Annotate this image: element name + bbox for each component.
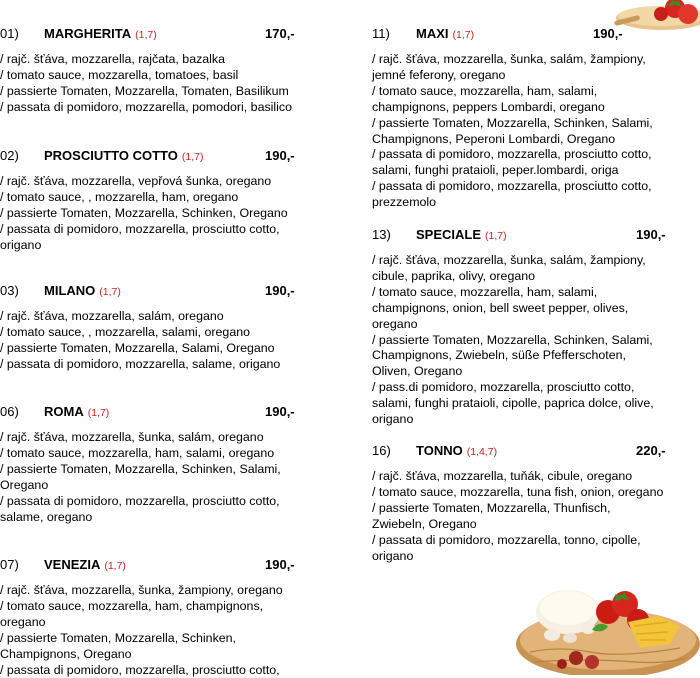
item-name bbox=[416, 24, 474, 45]
description-line: / passierte Tomaten, Mozzarella, Schinken, Oregano bbox=[0, 205, 288, 220]
description-line: / tomato sauce, mozzarella, tomatoes, basil bbox=[0, 67, 239, 82]
description-line: / passierte Tomaten, Mozzarella, Thunfisch, bbox=[372, 500, 611, 515]
menu-item-header bbox=[0, 281, 345, 301]
item-price: 190,- bbox=[265, 283, 295, 298]
description-line: / tomato sauce, mozzarella, ham, champignons, bbox=[0, 598, 264, 613]
description-line: oregano bbox=[372, 316, 418, 331]
description-line: / passata di pomidoro, mozzarella, prosciutto cotto, bbox=[372, 179, 652, 194]
description-line: / passata di pomidoro, mozzarella, prosciutto cotto, bbox=[0, 662, 280, 677]
item-description bbox=[372, 253, 700, 428]
description-line: Champignons, Oregano bbox=[0, 646, 132, 661]
item-name bbox=[44, 24, 157, 45]
menu-item-header bbox=[372, 441, 700, 461]
item-price: 220,- bbox=[636, 443, 666, 458]
description-line: cibule, paprika, olivy, oregano bbox=[372, 268, 536, 283]
description-line: / passata di pomidoro, mozzarella, tonno, cipolle, bbox=[372, 532, 641, 547]
item-number: 01) bbox=[0, 26, 19, 41]
description-line: origano bbox=[372, 412, 414, 427]
description-line: / passierte Tomaten, Mozzarella, Tomaten, Basilikum bbox=[0, 83, 289, 98]
description-line: origano bbox=[0, 237, 42, 252]
item-price: 190,- bbox=[265, 557, 295, 572]
item-number: 06) bbox=[0, 404, 19, 419]
item-number: 13) bbox=[372, 227, 391, 242]
menu-item-header bbox=[372, 225, 700, 245]
item-name-text: MILANO bbox=[44, 283, 96, 298]
item-name bbox=[44, 146, 203, 167]
description-line: / passierte Tomaten, Mozzarella, Schinken, Salami, bbox=[372, 115, 653, 130]
item-description bbox=[0, 309, 345, 373]
allergen-codes: (1,7) bbox=[135, 29, 157, 41]
item-name-text: ROMA bbox=[44, 404, 84, 419]
allergen-codes: (1,7) bbox=[87, 407, 110, 419]
item-name-text: MAXI bbox=[416, 26, 449, 41]
item-name-text: TONNO bbox=[416, 443, 463, 458]
menu-item-prosciutto-cotto bbox=[0, 146, 345, 254]
menu-item-header bbox=[0, 24, 345, 44]
menu-item-speciale bbox=[372, 225, 700, 428]
description-line: salami, funghi prataioli, peper.lombardi, origa bbox=[372, 163, 619, 178]
item-number: 03) bbox=[0, 283, 19, 298]
description-line: / rajč. šťáva, mozzarella, vepřová šunka, oregano bbox=[0, 174, 272, 188]
item-number: 11) bbox=[372, 26, 390, 41]
description-line: Champignons, Peperoni Lombardi, Oregano bbox=[372, 131, 616, 146]
description-line: Zwiebeln, Oregano bbox=[372, 516, 477, 531]
description-line: / passata di pomidoro, mozzarella, salame, origano bbox=[0, 356, 281, 371]
item-description bbox=[0, 583, 345, 678]
menu-item-margherita bbox=[0, 24, 345, 116]
menu-item-header bbox=[0, 402, 345, 422]
item-name bbox=[44, 402, 109, 423]
item-name bbox=[416, 225, 507, 246]
item-name bbox=[44, 281, 121, 302]
description-line: / tomato sauce, , mozzarella, ham, oregano bbox=[0, 189, 239, 204]
description-line: oregano bbox=[0, 614, 46, 629]
allergen-codes: (1,7) bbox=[99, 286, 121, 298]
item-price: 190,- bbox=[636, 227, 666, 242]
description-line: / rajč. šťáva, mozzarella, tuňák, cibule, oregano bbox=[372, 469, 633, 483]
item-price: 190,- bbox=[593, 26, 623, 41]
description-line: / passierte Tomaten, Mozzarella, Schinken, Salami, bbox=[372, 332, 653, 347]
item-description bbox=[372, 52, 700, 211]
item-name-text: VENEZIA bbox=[44, 557, 101, 572]
description-line: / passata di pomidoro, mozzarella, pomodori, basilico bbox=[0, 99, 293, 114]
item-description bbox=[0, 174, 345, 254]
description-line: / passata di pomidoro, mozzarella, prosciutto cotto, bbox=[372, 147, 652, 162]
description-line: / rajč. šťáva, mozzarella, rajčata, bazalka bbox=[0, 52, 226, 66]
item-number: 07) bbox=[0, 557, 19, 572]
description-line: / rajč. šťáva, mozzarella, šunka, salám, oregano bbox=[0, 430, 264, 444]
description-line: jemné feferony, oregano bbox=[372, 67, 506, 82]
item-name-text: SPECIALE bbox=[416, 227, 482, 242]
description-line: / rajč. šťáva, mozzarella, šunka, salám, žampiony, bbox=[372, 253, 646, 267]
pizza-ingredients-board-icon bbox=[510, 582, 700, 675]
menu-item-header bbox=[0, 146, 345, 166]
item-name bbox=[416, 441, 497, 462]
item-description bbox=[0, 430, 345, 525]
allergen-codes: (1,7) bbox=[485, 230, 507, 242]
item-price: 190,- bbox=[265, 404, 295, 419]
description-line: / tomato sauce, mozzarella, ham, salami, bbox=[372, 83, 598, 98]
description-line: / passata di pomidoro, mozzarella, prosciutto cotto, bbox=[0, 221, 280, 236]
description-line: / passierte Tomaten, Mozzarella, Salami, Oregano bbox=[0, 340, 275, 355]
description-line: / tomato sauce, mozzarella, tuna fish, onion, oregano bbox=[372, 484, 664, 499]
allergen-codes: (1,7) bbox=[181, 151, 204, 163]
menu-item-header bbox=[0, 555, 345, 575]
description-line: origano bbox=[372, 548, 414, 563]
menu-item-tonno bbox=[372, 441, 700, 564]
item-price: 190,- bbox=[265, 148, 295, 163]
item-name-text: MARGHERITA bbox=[44, 26, 132, 41]
description-line: / pass.di pomidoro, mozzarella, prosciutto cotto, bbox=[372, 380, 635, 395]
item-description bbox=[0, 52, 345, 116]
allergen-codes: (1,7) bbox=[452, 29, 475, 41]
item-number: 02) bbox=[0, 148, 19, 163]
description-line: Oliven, Oregano bbox=[372, 364, 463, 379]
description-line: / tomato sauce, mozzarella, ham, salami, bbox=[372, 284, 598, 299]
description-line: prezzemolo bbox=[372, 195, 437, 210]
tomatoes-cutting-board-icon bbox=[612, 0, 700, 40]
description-line: / rajč. šťáva, mozzarella, šunka, salám, žampiony, bbox=[372, 52, 646, 66]
allergen-codes: (1,4,7) bbox=[466, 446, 498, 458]
item-name bbox=[44, 555, 126, 576]
menu-item-roma bbox=[0, 402, 345, 525]
menu-item-milano bbox=[0, 281, 345, 373]
description-line: / passierte Tomaten, Mozzarella, Schinken, Salami, bbox=[0, 461, 281, 476]
item-description bbox=[372, 469, 700, 564]
description-line: salami, funghi prataioli, cipolle, paprica dolce, olive, bbox=[372, 396, 654, 411]
description-line: champignons, onion, bell sweet pepper, olives, bbox=[372, 300, 629, 315]
description-line: champignons, peppers Lombardi, oregano bbox=[372, 99, 605, 114]
allergen-codes: (1,7) bbox=[104, 560, 126, 572]
item-price: 170,- bbox=[265, 26, 295, 41]
menu-item-venezia bbox=[0, 555, 345, 678]
description-line: / tomato sauce, , mozzarella, salami, oregano bbox=[0, 324, 250, 339]
description-line: / rajč. šťáva, mozzarella, šunka, žampiony, oregano bbox=[0, 583, 283, 597]
menu-item-maxi bbox=[372, 24, 700, 211]
description-line: Oregano bbox=[0, 477, 49, 492]
item-number: 16) bbox=[372, 443, 391, 458]
item-name-text: PROSCIUTTO COTTO bbox=[44, 148, 178, 163]
description-line: Champignons, Zwiebeln, süße Pfefferschoten, bbox=[372, 348, 626, 363]
description-line: / passierte Tomaten, Mozzarella, Schinken, bbox=[0, 630, 236, 645]
description-line: / rajč. šťáva, mozzarella, salám, oregano bbox=[0, 309, 224, 323]
description-line: salame, oregano bbox=[0, 509, 93, 524]
description-line: / passata di pomidoro, mozzarella, prosciutto cotto, bbox=[0, 493, 280, 508]
description-line: / tomato sauce, mozzarella, ham, salami, oregano bbox=[0, 445, 275, 460]
